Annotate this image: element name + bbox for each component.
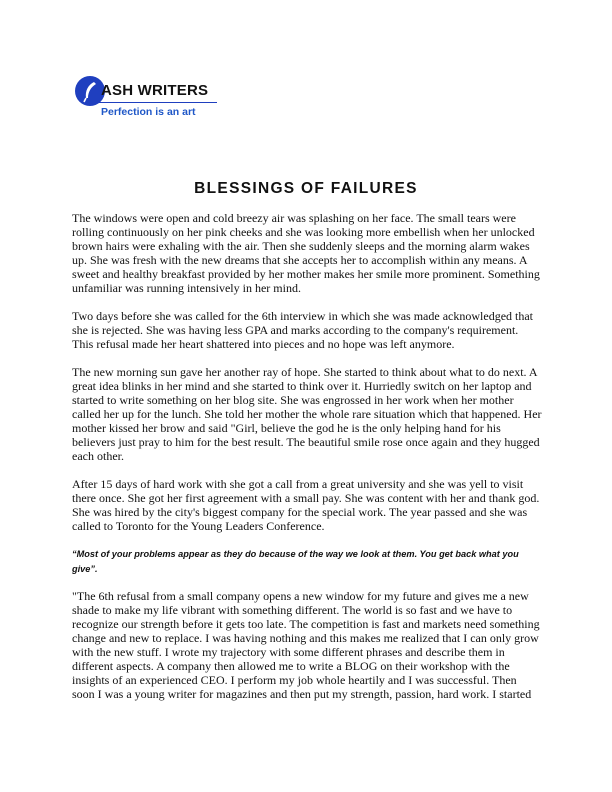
paragraph-4: After 15 days of hard work with she got a call from a great university and she was yell to visit there once. She got her first agreement with a small pay. She was content with her and thank god. She was hired by the city's biggest company for the special work. The year passed and she was called to Toronto for the Young Leaders Conference.	[72, 477, 540, 533]
paragraph-2: Two days before she was called for the 6th interview in which she was made acknowledged that she is rejected. She was having less GPA and marks according to the company's requirement. This refusal made her heart shattered into pieces and no hope was left anymore.	[72, 309, 534, 351]
paragraph-1: The windows were open and cold breezy air was splashing on her face. The small tears were rolling continuously on her pink cheeks and she was looking more embellish when her unlocked brown hairs were exhaling with the air. Then she suddenly sleeps and the morning alarm wakes up. She was fresh with the new dreams that she accepts her to accomplish within any means. A sweet and healthy breakfast provided by her mother makes her smile more prominent. Something unfamiliar was running intensively in her mind.	[72, 211, 540, 295]
closing-paragraph: "The 6th refusal from a small company opens a new window for my future and gives me a new shade to make my life vibrant with something different. The world is so fast and we have to recognize our strength before it gets too late. The competition is fast and markets need something change and new to replace. I was having nothing and this makes me realized that I can only grow with the new stuff. I wrote my trajectory with some different phrases and describe them in different aspects. A company then allowed me to write a BLOG on their workshop with the insights of an experienced CEO. I perform my job whole heartily and I was successful. Then soon I was a young writer for magazines and then put my strength, passion, hard work. I started	[72, 589, 540, 701]
highlighted-quote: “Most of your problems appear as they do because of the way we look at them. You get back what you give”.	[72, 549, 519, 574]
ash-writers-logo	[72, 72, 212, 124]
document-body	[72, 211, 542, 715]
logo-underline	[99, 102, 217, 103]
paragraph-3: The new morning sun gave her another ray of hope. She started to think about what to do next. A great idea blinks in her mind and she started to think over it. Hurriedly switch on her laptop and started to write something on her blog site. She was engrossed in her work when her mother called her up for the lunch. She told her mother the whole rare situation which that happened. Her mother kissed her brow and said "Girl, believe the god he is the only helping hand for his believers just pray to him for the best result. The beautiful smile rose once again and they hugged each other.	[72, 365, 542, 463]
logo-tagline: Perfection is an art	[101, 106, 196, 118]
logo-brand-name: ASH WRITERS	[101, 82, 209, 99]
document-title: BLESSINGS OF FAILURES	[194, 180, 418, 197]
